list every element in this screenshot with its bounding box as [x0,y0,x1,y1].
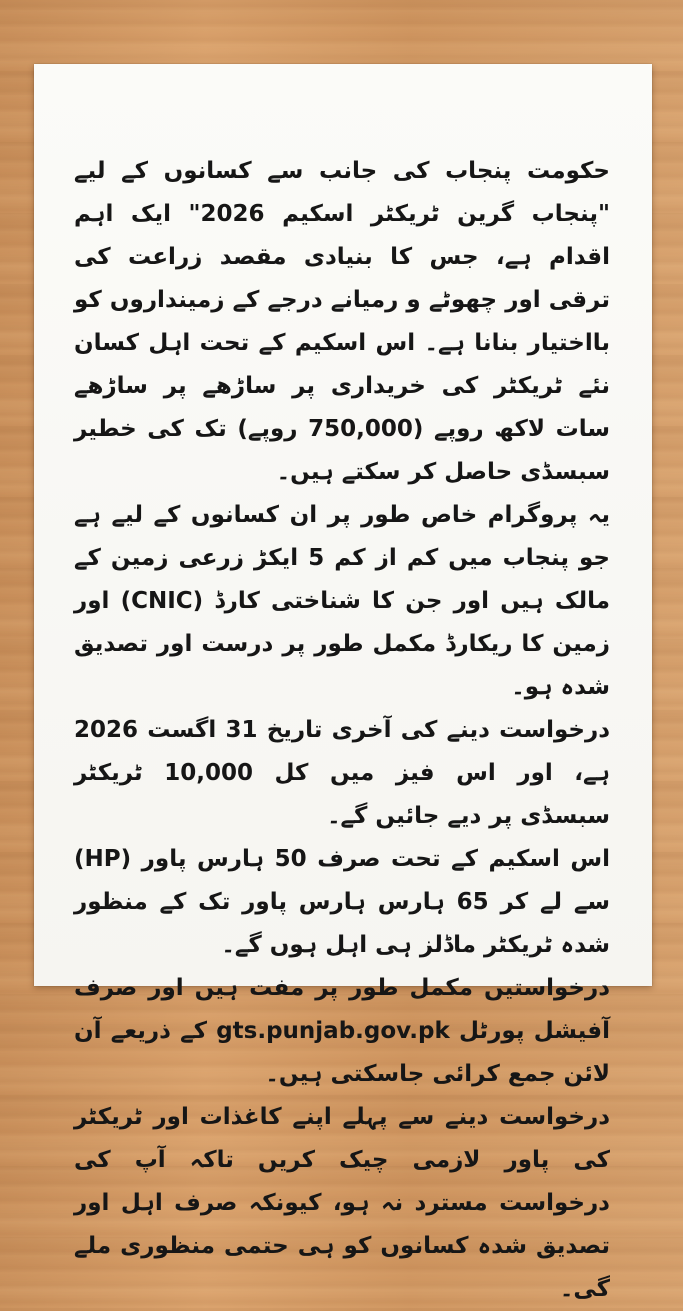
document-body [74,150,610,1311]
paragraph-eligibility: یہ پروگرام خاص طور پر ان کسانوں کے لیے ہے جو پنجاب میں کم از کم 5 ایکڑ زرعی زمین کے مالک ہیں اور جن کا شناختی کارڈ (CNIC) اور زمین کا ریکارڈ مکمل طور پر درست اور تصدیق شدہ ہو۔ [74,502,610,700]
paper-sheet [34,64,652,1302]
paragraph-advice: درخواست دینے سے پہلے اپنے کاغذات اور ٹریکٹر کی پاور لازمی چیک کریں تاکہ آپ کی درخواست مسترد نہ ہو، کیونکہ صرف اہل اور تصدیق شدہ کسانوں کو ہی حتمی منظوری ملے گی۔ [74,1104,610,1302]
paragraph-horsepower: اس اسکیم کے تحت صرف 50 ہارس پاور (HP) سے لے کر 65 ہارس ہارس پاور تک کے منظور شدہ ٹریکٹر ماڈلز ہی اہل ہوں گے۔ [74,846,610,958]
paragraph-intro: حکومت پنجاب کی جانب سے کسانوں کے لیے "پنجاب گرین ٹریکٹر اسکیم 2026" ایک اہم اقدام ہے، جس کا بنیادی مقصد زراعت کی ترقی اور چھوٹے و رمیانے درجے کے زمینداروں کو بااختیار بنانا ہے۔ اس اسکیم کے تحت اہل کسان نئے ٹریکٹر کی خریداری پر ساڑھے پر ساڑھے سات لاکھ روپے (750,000 روپے) تک کی خطیر سبسڈی حاصل کر سکتے ہیں۔ [74,158,610,485]
paragraph-deadline: درخواست دینے کی آخری تاریخ 31 اگست 2026 ہے، اور اس فیز میں کل 10,000 ٹریکٹر سبسڈی پر دیے جائیں گے۔ [74,717,610,829]
paragraph-portal: درخواستیں مکمل طور پر مفت ہیں اور صرف آفیشل پورٹل gts.punjab.gov.pk کے ذریعے آن لائن جمع کرائی جاسکتی ہیں۔ [74,975,610,1087]
